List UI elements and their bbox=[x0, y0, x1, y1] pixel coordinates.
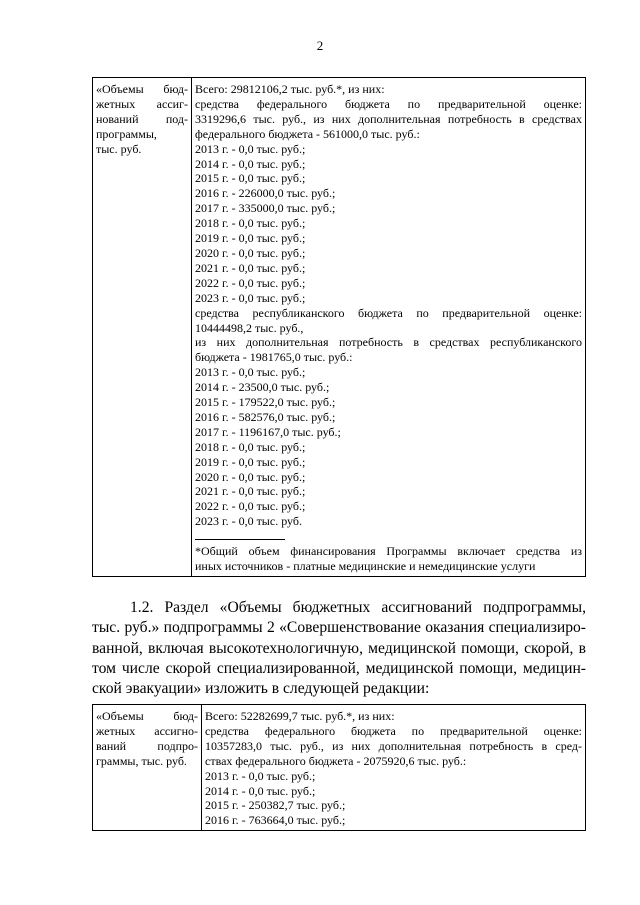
content-line: 10357283,0 тыс. руб., из них дополнительная потребность в сред- bbox=[205, 738, 582, 753]
year-line: 2016 г. - 582576,0 тыс. руб.; bbox=[195, 409, 336, 424]
year-line: 2014 г. - 23500,0 тыс. руб.; bbox=[195, 380, 330, 395]
budget-table-2 bbox=[92, 704, 586, 831]
label-line: «Объемы бюд- bbox=[96, 709, 198, 723]
content-line: Всего: 52282699,7 тыс. руб.*, из них: bbox=[205, 709, 395, 723]
year-line: 2015 г. - 0,0 тыс. руб.; bbox=[195, 171, 306, 186]
table2-content-cell bbox=[202, 705, 586, 831]
content-line: ствах федерального бюджета - 2075920,6 тыс. руб.: bbox=[205, 753, 467, 768]
paragraph-line: ванной, включая высокотехнологичную, медицинской помощи, скорой, в bbox=[92, 639, 586, 657]
content-line: 10444498,2 тыс. руб., bbox=[195, 320, 304, 335]
table2-label-cell bbox=[93, 705, 202, 831]
table1-content-cell bbox=[192, 78, 586, 577]
label-line: нований под- bbox=[96, 111, 188, 126]
label-line: программы, bbox=[96, 126, 157, 141]
year-line: 2013 г. - 0,0 тыс. руб.; bbox=[195, 141, 306, 156]
year-line: 2017 г. - 1196167,0 тыс. руб.; bbox=[195, 424, 341, 439]
paragraph-line: том числе скорой специализированной, медицинской помощи, медицин- bbox=[92, 659, 586, 677]
year-line: 2015 г. - 179522,0 тыс. руб.; bbox=[195, 395, 336, 410]
year-line: 2018 г. - 0,0 тыс. руб.; bbox=[195, 439, 306, 454]
content-line: средства республиканского бюджета по предварительной оценке: bbox=[195, 305, 582, 320]
budget-table-1 bbox=[92, 77, 586, 577]
year-line: 2021 г. - 0,0 тыс. руб.; bbox=[195, 484, 306, 499]
label-line: «Объемы бюд- bbox=[96, 82, 188, 96]
year-line: 2014 г. - 0,0 тыс. руб.; bbox=[205, 783, 316, 798]
year-line: 2020 г. - 0,0 тыс. руб.; bbox=[195, 245, 306, 260]
year-line: 2023 г. - 0,0 тыс. руб.; bbox=[195, 290, 306, 305]
page-number: 2 bbox=[316, 38, 324, 53]
footnote-line: иных источников - платные медицинские и немедицинские услуги bbox=[195, 559, 536, 574]
label-line: ваний подпро- bbox=[96, 738, 198, 753]
year-line: 2023 г. - 0,0 тыс. руб. bbox=[195, 514, 302, 529]
label-line: тыс. руб. bbox=[96, 141, 142, 156]
year-line: 2019 г. - 0,0 тыс. руб.; bbox=[195, 454, 306, 469]
paragraph-line: 1.2. Раздел «Объемы бюджетных ассигнований подпрограммы, bbox=[130, 599, 586, 616]
amendment-paragraph bbox=[92, 598, 586, 699]
year-line: 2013 г. - 0,0 тыс. руб.; bbox=[195, 365, 306, 380]
footnote-line: *Общий объем финансирования Программы включает средства из bbox=[195, 544, 582, 559]
content-line: средства федерального бюджета по предварительной оценке: bbox=[195, 96, 582, 111]
paragraph-line: ской эвакуации» изложить в следующей редакции: bbox=[92, 680, 430, 698]
content-line: Всего: 29812106,2 тыс. руб.*, из них: bbox=[195, 82, 385, 96]
year-line: 2018 г. - 0,0 тыс. руб.; bbox=[195, 216, 306, 231]
content-line: бюджета - 1981765,0 тыс. руб.: bbox=[195, 350, 353, 365]
content-line: федерального бюджета - 561000,0 тыс. руб.: bbox=[195, 126, 420, 141]
content-line: 3319296,6 тыс. руб., из них дополнительная потребность в средствах bbox=[195, 111, 582, 126]
year-line: 2022 г. - 0,0 тыс. руб.; bbox=[195, 275, 306, 290]
year-line: 2022 г. - 0,0 тыс. руб.; bbox=[195, 499, 306, 514]
content-line: из них дополнительная потребность в средствах республиканского bbox=[195, 335, 582, 350]
year-line: 2021 г. - 0,0 тыс. руб.; bbox=[195, 260, 306, 275]
year-line: 2019 г. - 0,0 тыс. руб.; bbox=[195, 231, 306, 246]
year-line: 2016 г. - 763664,0 тыс. руб.; bbox=[205, 813, 346, 828]
paragraph-line: тыс. руб.» подпрограммы 2 «Совершенствование оказания специализиро- bbox=[92, 619, 586, 637]
year-line: 2017 г. - 335000,0 тыс. руб.; bbox=[195, 201, 336, 216]
table1-label-cell bbox=[93, 78, 192, 577]
year-line: 2015 г. - 250382,7 тыс. руб.; bbox=[205, 798, 346, 813]
content-line: средства федерального бюджета по предварительной оценке: bbox=[205, 723, 582, 738]
label-line: жетных ассигно- bbox=[96, 723, 198, 738]
year-line: 2013 г. - 0,0 тыс. руб.; bbox=[205, 768, 316, 783]
year-line: 2020 г. - 0,0 тыс. руб.; bbox=[195, 469, 306, 484]
label-line: жетных ассиг- bbox=[96, 96, 188, 111]
label-line: граммы, тыс. руб. bbox=[96, 753, 187, 768]
year-line: 2014 г. - 0,0 тыс. руб.; bbox=[195, 156, 306, 171]
footnote-separator bbox=[195, 539, 285, 540]
year-line: 2016 г. - 226000,0 тыс. руб.; bbox=[195, 186, 336, 201]
